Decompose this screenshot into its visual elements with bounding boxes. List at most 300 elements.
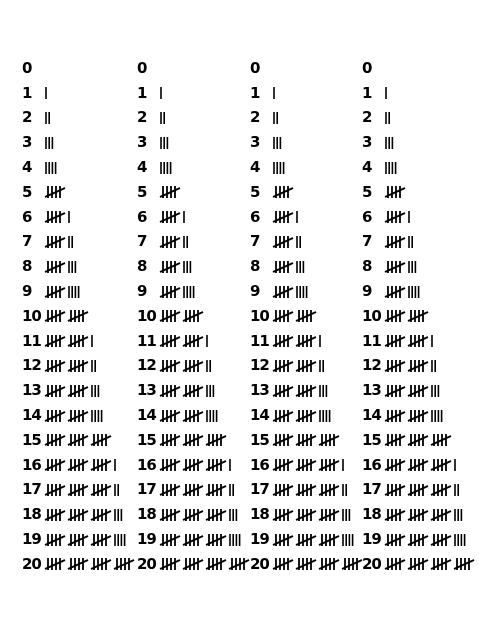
row-number: 20 (22, 554, 41, 573)
tally-group-of-five (431, 434, 451, 446)
row-number: 4 (362, 158, 372, 177)
tally-row (137, 354, 214, 379)
row-number: 16 (250, 455, 269, 474)
row-number: 7 (22, 232, 32, 251)
tally-group-of-five (431, 484, 451, 496)
tally-group-of-five (183, 558, 203, 570)
tally-row (22, 254, 80, 279)
tally-group-of-five (408, 484, 428, 496)
row-number: 18 (250, 505, 269, 524)
tally-group-of-five (273, 410, 293, 422)
tally-marks (272, 111, 281, 125)
tally-row (250, 56, 275, 81)
tally-group-of-five (206, 434, 226, 446)
tally-row (22, 527, 129, 552)
row-number: 9 (362, 282, 372, 301)
tally-marks (384, 384, 443, 398)
row-number: 8 (362, 257, 372, 276)
tally-row (22, 81, 50, 106)
row-number: 19 (137, 530, 156, 549)
tally-group-of-five (183, 385, 203, 397)
tally-group-of-five (183, 335, 203, 347)
tally-group-of-five (160, 286, 180, 298)
row-number: 4 (250, 158, 260, 177)
tally-group-of-five (385, 459, 405, 471)
tally-group-of-five (160, 434, 180, 446)
tally-marks (384, 285, 423, 299)
tally-group-of-five (296, 410, 316, 422)
tally-marks (384, 260, 420, 274)
tally-row (22, 453, 119, 478)
tally-row (362, 428, 456, 453)
tally-group-of-five (273, 385, 293, 397)
tally-marks (44, 86, 50, 100)
tally-marks (159, 384, 218, 398)
tally-marks (44, 185, 70, 199)
tally-group-of-five (319, 434, 339, 446)
tally-row (137, 180, 185, 205)
tally-group-of-five (91, 558, 111, 570)
tally-marks (44, 483, 122, 497)
tally-group-of-five (160, 558, 180, 570)
tally-group-of-five (273, 286, 293, 298)
tally-marks (384, 210, 413, 224)
tally-row (137, 428, 231, 453)
row-number: 9 (22, 282, 32, 301)
row-number: 11 (137, 331, 156, 350)
tally-row (22, 552, 139, 577)
tally-group-of-five (273, 459, 293, 471)
tally-row (22, 279, 83, 304)
tally-group-of-five (160, 484, 180, 496)
row-number: 13 (22, 381, 41, 400)
row-number: 13 (137, 381, 156, 400)
tally-group-of-five (273, 434, 293, 446)
tally-group-of-five (45, 186, 65, 198)
tally-row (137, 56, 162, 81)
tally-row (250, 254, 308, 279)
tally-group-of-five (408, 459, 428, 471)
tally-marks (44, 384, 103, 398)
tally-marks (272, 161, 288, 175)
tally-group-of-five (45, 236, 65, 248)
tally-group-of-five (431, 558, 451, 570)
tally-marks (384, 61, 387, 75)
tally-group-of-five (45, 459, 65, 471)
tally-group-of-five (296, 459, 316, 471)
row-number: 3 (250, 133, 260, 152)
tally-marks (159, 334, 211, 348)
tally-marks (159, 260, 195, 274)
tally-group-of-five (183, 434, 203, 446)
tally-marks (384, 161, 400, 175)
row-number: 7 (250, 232, 260, 251)
tally-group-of-five (45, 509, 65, 521)
tally-marks (272, 458, 347, 472)
tally-group-of-five (160, 360, 180, 372)
tally-row (137, 478, 237, 503)
tally-row (362, 502, 466, 527)
tally-marks (272, 185, 298, 199)
tally-group-of-five (273, 509, 293, 521)
row-number: 14 (362, 406, 381, 425)
tally-group-of-five (68, 360, 88, 372)
tally-group-of-five (385, 434, 405, 446)
tally-marks (159, 210, 188, 224)
tally-group-of-five (273, 186, 293, 198)
tally-group-of-five (91, 434, 111, 446)
tally-group-of-five (385, 310, 405, 322)
tally-group-of-five (385, 484, 405, 496)
tally-group-of-five (385, 335, 405, 347)
tally-group-of-five (385, 286, 405, 298)
tally-group-of-five (273, 360, 293, 372)
tally-group-of-five (91, 484, 111, 496)
tally-group-of-five (160, 310, 180, 322)
tally-marks (272, 483, 350, 497)
row-number: 12 (137, 356, 156, 375)
row-number: 10 (22, 306, 41, 325)
tally-marks (272, 409, 334, 423)
tally-marks (44, 433, 116, 447)
tally-row (22, 155, 60, 180)
tally-marks (44, 409, 106, 423)
tally-group-of-five (160, 459, 180, 471)
row-number: 5 (22, 182, 32, 201)
tally-group-of-five (68, 410, 88, 422)
tally-row (250, 527, 357, 552)
tally-row (362, 403, 446, 428)
tally-row (362, 230, 416, 255)
tally-row (22, 502, 126, 527)
tally-row (362, 279, 423, 304)
tally-group-of-five (229, 558, 249, 570)
row-number: 5 (137, 182, 147, 201)
tally-marks (159, 409, 221, 423)
tally-row (22, 130, 57, 155)
row-number: 6 (22, 207, 32, 226)
row-number: 2 (250, 108, 260, 127)
tally-group-of-five (385, 186, 405, 198)
row-number: 10 (137, 306, 156, 325)
tally-group-of-five (296, 310, 316, 322)
tally-marks (159, 557, 254, 571)
row-number: 2 (137, 108, 147, 127)
tally-row (250, 403, 334, 428)
tally-group-of-five (296, 534, 316, 546)
row-number: 12 (22, 356, 41, 375)
tally-marks (272, 260, 308, 274)
tally-group-of-five (183, 534, 203, 546)
tally-row (362, 378, 443, 403)
tally-marks (384, 309, 433, 323)
tally-group-of-five (385, 410, 405, 422)
tally-group-of-five (45, 261, 65, 273)
tally-group-of-five (68, 335, 88, 347)
row-number: 1 (250, 83, 260, 102)
tally-group-of-five (319, 459, 339, 471)
tally-group-of-five (160, 236, 180, 248)
tally-group-of-five (273, 534, 293, 546)
tally-group-of-five (385, 211, 405, 223)
tally-marks (159, 359, 214, 373)
tally-group-of-five (206, 558, 226, 570)
row-number: 16 (362, 455, 381, 474)
tally-group-of-five (45, 558, 65, 570)
tally-row (362, 552, 479, 577)
tally-group-of-five (408, 335, 428, 347)
tally-group-of-five (45, 385, 65, 397)
tally-row (362, 56, 387, 81)
tally-row (22, 230, 76, 255)
tally-row (362, 180, 410, 205)
tally-row (250, 552, 367, 577)
tally-row (362, 329, 436, 354)
tally-row (250, 279, 311, 304)
tally-marks (384, 409, 446, 423)
tally-marks (384, 433, 456, 447)
tally-row (250, 428, 344, 453)
tally-row (22, 56, 47, 81)
tally-group-of-five (296, 434, 316, 446)
row-number: 8 (137, 257, 147, 276)
tally-group-of-five (68, 385, 88, 397)
row-number: 12 (250, 356, 269, 375)
tally-row (137, 155, 175, 180)
row-number: 11 (22, 331, 41, 350)
tally-group-of-five (160, 335, 180, 347)
row-number: 0 (362, 58, 372, 77)
tally-group-of-five (319, 509, 339, 521)
tally-marks (272, 359, 327, 373)
tally-marks (272, 285, 311, 299)
tally-group-of-five (408, 558, 428, 570)
row-number: 19 (250, 530, 269, 549)
tally-group-of-five (385, 558, 405, 570)
tally-group-of-five (160, 509, 180, 521)
tally-group-of-five (296, 558, 316, 570)
row-number: 17 (22, 480, 41, 499)
tally-row (250, 329, 324, 354)
tally-marks (159, 433, 231, 447)
tally-group-of-five (273, 558, 293, 570)
tally-row (137, 378, 218, 403)
tally-marks (159, 86, 165, 100)
row-number: 15 (362, 430, 381, 449)
tally-marks (384, 483, 462, 497)
tally-group-of-five (45, 211, 65, 223)
tally-row (22, 106, 53, 131)
tally-row (22, 428, 116, 453)
row-number: 8 (22, 257, 32, 276)
tally-row (250, 453, 347, 478)
row-number: 6 (137, 207, 147, 226)
row-number: 9 (137, 282, 147, 301)
tally-marks (159, 61, 162, 75)
tally-row (250, 155, 288, 180)
tally-group-of-five (408, 360, 428, 372)
tally-group-of-five (91, 534, 111, 546)
tally-marks (44, 285, 83, 299)
row-number: 7 (362, 232, 372, 251)
tally-marks (384, 533, 469, 547)
row-number: 14 (137, 406, 156, 425)
tally-row (137, 502, 241, 527)
tally-group-of-five (91, 509, 111, 521)
tally-marks (44, 235, 76, 249)
tally-group-of-five (408, 534, 428, 546)
tally-group-of-five (45, 335, 65, 347)
tally-row (137, 254, 195, 279)
tally-marks (159, 285, 198, 299)
row-number: 7 (137, 232, 147, 251)
row-number: 16 (22, 455, 41, 474)
tally-marks (44, 136, 57, 150)
row-number: 17 (137, 480, 156, 499)
tally-group-of-five (45, 286, 65, 298)
tally-marks (272, 557, 367, 571)
tally-group-of-five (296, 335, 316, 347)
tally-row (137, 279, 198, 304)
tally-row (137, 552, 254, 577)
tally-row (137, 329, 211, 354)
tally-row (250, 180, 298, 205)
row-number: 0 (22, 58, 32, 77)
row-number: 16 (137, 455, 156, 474)
tally-group-of-five (296, 385, 316, 397)
tally-marks (384, 359, 439, 373)
tally-group-of-five (408, 509, 428, 521)
tally-group-of-five (385, 509, 405, 521)
tally-marks (384, 235, 416, 249)
tally-group-of-five (296, 360, 316, 372)
tally-row (250, 378, 331, 403)
tally-group-of-five (385, 236, 405, 248)
row-number: 14 (22, 406, 41, 425)
row-number: 10 (362, 306, 381, 325)
tally-group-of-five (45, 484, 65, 496)
row-number: 13 (250, 381, 269, 400)
tally-marks (272, 433, 344, 447)
tally-row (250, 106, 281, 131)
tally-marks (272, 235, 304, 249)
row-number: 5 (250, 182, 260, 201)
tally-row (22, 478, 122, 503)
tally-group-of-five (160, 410, 180, 422)
tally-group-of-five (68, 534, 88, 546)
tally-row (250, 230, 304, 255)
tally-marks (44, 334, 96, 348)
tally-row (137, 130, 172, 155)
tally-group-of-five (408, 310, 428, 322)
tally-marks (272, 210, 301, 224)
tally-marks (384, 458, 459, 472)
row-number: 10 (250, 306, 269, 325)
row-number: 8 (250, 257, 260, 276)
tally-group-of-five (45, 434, 65, 446)
row-number: 13 (362, 381, 381, 400)
row-number: 2 (22, 108, 32, 127)
row-number: 6 (362, 207, 372, 226)
tally-row (250, 130, 285, 155)
row-number: 20 (137, 554, 156, 573)
tally-group-of-five (183, 459, 203, 471)
tally-row (362, 254, 420, 279)
tally-group-of-five (45, 410, 65, 422)
tally-marks (272, 533, 357, 547)
tally-group-of-five (45, 534, 65, 546)
tally-group-of-five (68, 310, 88, 322)
row-number: 1 (22, 83, 32, 102)
tally-marks (159, 508, 241, 522)
tally-marks (44, 508, 126, 522)
tally-row (22, 180, 70, 205)
tally-group-of-five (385, 261, 405, 273)
tally-group-of-five (68, 459, 88, 471)
tally-group-of-five (319, 534, 339, 546)
row-number: 19 (362, 530, 381, 549)
tally-marks (44, 359, 99, 373)
tally-group-of-five (160, 211, 180, 223)
tally-marks (159, 533, 244, 547)
tally-row (22, 378, 103, 403)
tally-row (362, 527, 469, 552)
row-number: 17 (362, 480, 381, 499)
row-number: 12 (362, 356, 381, 375)
row-number: 20 (250, 554, 269, 573)
tally-marks (272, 86, 278, 100)
tally-marks (159, 185, 185, 199)
tally-row (362, 453, 459, 478)
tally-marks (159, 161, 175, 175)
tally-group-of-five (114, 558, 134, 570)
row-number: 2 (362, 108, 372, 127)
tally-row (362, 304, 433, 329)
tally-marks (159, 235, 191, 249)
tally-row (22, 205, 73, 230)
tally-marks (384, 508, 466, 522)
tally-group-of-five (68, 509, 88, 521)
row-number: 15 (137, 430, 156, 449)
tally-group-of-five (45, 360, 65, 372)
tally-row (250, 354, 327, 379)
tally-group-of-five (296, 484, 316, 496)
row-number: 1 (137, 83, 147, 102)
row-number: 0 (250, 58, 260, 77)
tally-marks (384, 557, 479, 571)
tally-group-of-five (408, 385, 428, 397)
tally-row (137, 230, 191, 255)
tally-marks (384, 185, 410, 199)
tally-row (362, 81, 390, 106)
row-number: 5 (362, 182, 372, 201)
tally-row (22, 329, 96, 354)
tally-row (137, 403, 221, 428)
tally-group-of-five (68, 434, 88, 446)
tally-group-of-five (160, 186, 180, 198)
tally-group-of-five (431, 534, 451, 546)
tally-marks (44, 309, 93, 323)
tally-group-of-five (160, 534, 180, 546)
tally-marks (44, 458, 119, 472)
tally-marks (272, 136, 285, 150)
row-number: 19 (22, 530, 41, 549)
tally-row (22, 304, 93, 329)
tally-group-of-five (183, 509, 203, 521)
tally-row (250, 304, 321, 329)
tally-marks (272, 508, 354, 522)
tally-marks (44, 557, 139, 571)
